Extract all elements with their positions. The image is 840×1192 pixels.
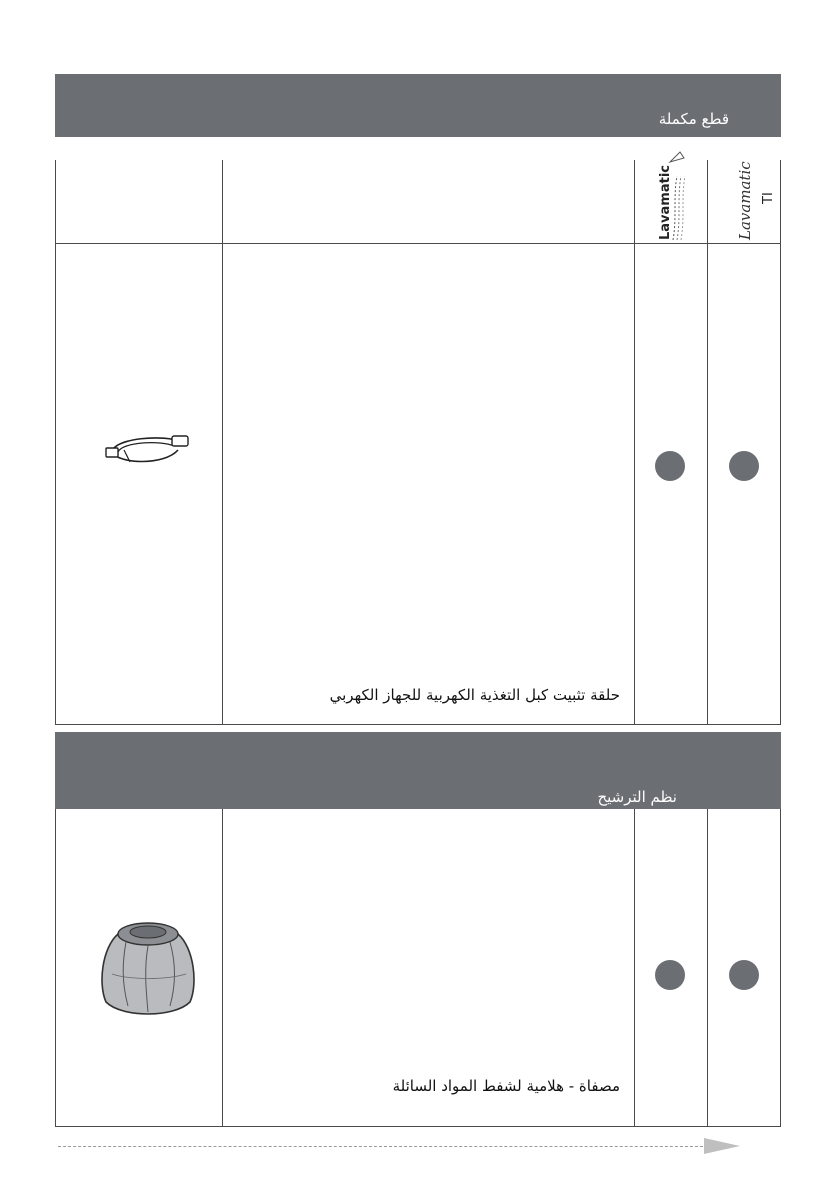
svg-text:TI: TI — [761, 192, 776, 204]
divider — [707, 809, 708, 1127]
divider — [55, 1126, 781, 1127]
footer-dashed-line — [58, 1146, 708, 1147]
next-arrow-icon — [704, 1138, 740, 1154]
divider — [55, 160, 56, 725]
section-title: قطع مكملة — [658, 110, 729, 128]
cloth-filter-icon — [96, 914, 200, 1020]
lavamatic-logo — [652, 148, 692, 244]
cable-clip-icon — [104, 428, 194, 468]
section-header-accessories — [55, 74, 781, 137]
availability-dot — [729, 451, 759, 481]
divider — [780, 809, 781, 1127]
item-description: حلقة تثبيت كبل التغذية الكهربية للجهاز الكهربي — [329, 686, 620, 704]
section-header-filters — [55, 732, 781, 809]
item-description: مصفاة - هلامية لشفط المواد السائلة — [392, 1077, 620, 1095]
availability-dot — [655, 451, 685, 481]
divider — [634, 809, 635, 1127]
divider — [780, 160, 781, 725]
divider — [222, 809, 223, 1127]
svg-text:Lavamatic: Lavamatic — [658, 165, 673, 240]
svg-text:Lavamatic: Lavamatic — [736, 161, 754, 240]
divider — [634, 160, 635, 725]
lavamatic-ti-logo — [730, 146, 778, 244]
divider — [222, 160, 223, 725]
section-title: نظم الترشيح — [597, 788, 677, 806]
divider — [707, 160, 708, 725]
divider — [55, 724, 781, 725]
divider — [55, 809, 56, 1127]
availability-dot — [729, 960, 759, 990]
availability-dot — [655, 960, 685, 990]
